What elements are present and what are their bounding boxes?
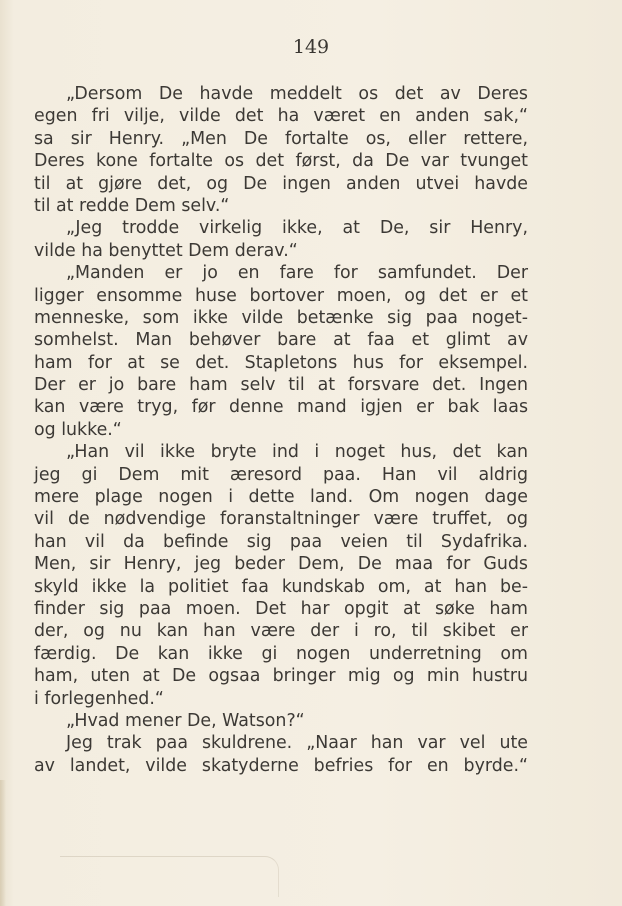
text-line: han vil da befinde sig paa veien til Sydafrika. — [34, 531, 528, 552]
text-line: Men, sir Henry, jeg beder Dem, De maa for Guds — [34, 554, 528, 575]
text-line: mere plage nogen i dette land. Om nogen dage — [34, 487, 528, 508]
text-line: ham for at se det. Stapletons hus for eksempel. — [34, 352, 528, 373]
page-fold-mark — [60, 856, 279, 897]
page-edge-shadow — [0, 780, 6, 906]
text-line: Deres kone fortalte os det først, da De var tvunget — [34, 151, 528, 172]
text-line: vil de nødvendige foranstaltninger være truffet, og — [34, 509, 528, 530]
text-line: egen fri vilje, vilde det ha været en anden sak,“ — [34, 106, 528, 127]
text-line: sa sir Henry. „Men De fortalte os, eller rettere, — [34, 128, 528, 149]
text-line: „Jeg trodde virkelig ikke, at De, sir Henry, — [66, 218, 528, 239]
text-line: til at gjøre det, og De ingen anden utvei havde — [34, 173, 528, 194]
text-line: somhelst. Man behøver bare at faa et glimt av — [34, 330, 528, 351]
body-text — [34, 83, 528, 777]
text-line: i forlegenhed.“ — [34, 688, 164, 709]
text-line: kan være tryg, før denne mand igjen er bak laas — [34, 397, 528, 418]
text-line: menneske, som ikke vilde betænke sig paa noget- — [34, 307, 528, 328]
text-line: og lukke.“ — [34, 419, 122, 440]
text-line: ligger ensomme huse bortover moen, og det er et — [34, 285, 528, 306]
text-line: færdig. De kan ikke gi nogen underretning om — [34, 643, 528, 664]
text-line: til at redde Dem selv.“ — [34, 195, 230, 216]
text-line: jeg gi Dem mit æresord paa. Han vil aldrig — [34, 464, 528, 485]
text-line: Der er jo bare ham selv til at forsvare det. Ingen — [34, 375, 528, 396]
text-line: „Hvad mener De, Watson?“ — [66, 710, 305, 731]
text-line: „Dersom De havde meddelt os det av Deres — [66, 84, 528, 104]
text-line: av landet, vilde skatyderne befries for en byrde.“ — [34, 755, 528, 776]
text-line: skyld ikke la politiet faa kundskab om, at han be- — [34, 576, 528, 597]
text-line: ham, uten at De ogsaa bringer mig og min hustru — [34, 666, 528, 687]
text-line: finder sig paa moen. Det har opgit at søke ham — [34, 598, 528, 619]
page-number: 149 — [292, 36, 330, 58]
text-line: vilde ha benyttet Dem derav.“ — [34, 240, 298, 261]
text-line: der, og nu kan han være der i ro, til skibet er — [34, 621, 528, 642]
text-line: „Manden er jo en fare for samfundet. Der — [66, 263, 528, 284]
text-line: „Han vil ikke bryte ind i noget hus, det kan — [66, 442, 528, 463]
text-line: Jeg trak paa skuldrene. „Naar han var vel ute — [66, 733, 528, 754]
